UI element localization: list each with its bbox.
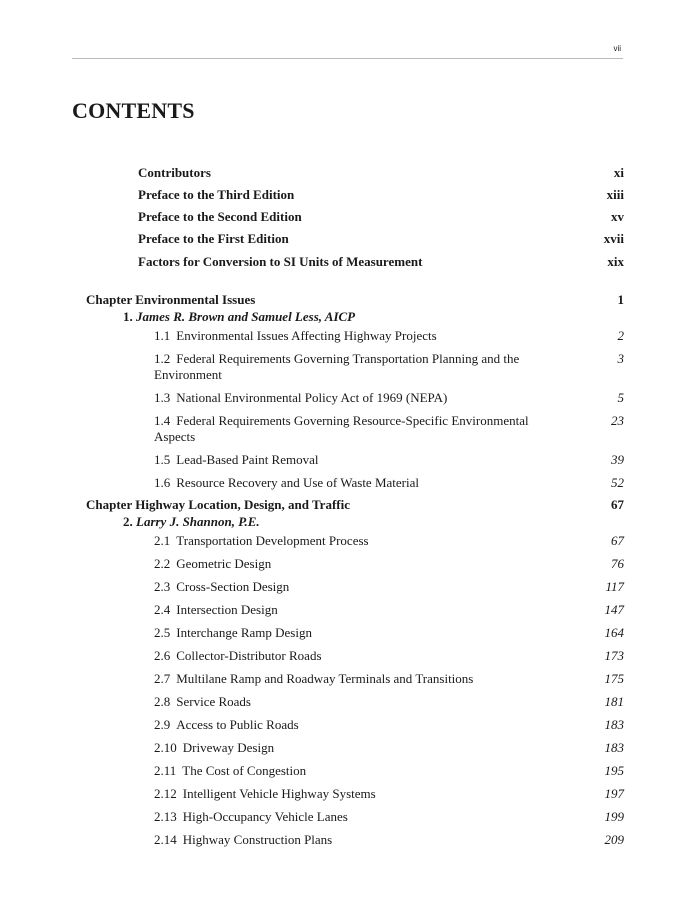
front-matter-page: xix <box>607 254 624 269</box>
section-id: 1.2 <box>154 351 171 366</box>
section-title: Multilane Ramp and Roadway Terminals and Transitions <box>176 671 474 686</box>
front-matter-item-contributors[interactable] <box>138 165 624 187</box>
section-text <box>154 694 554 710</box>
section-title: Intersection Design <box>176 602 278 617</box>
front-matter-page: xv <box>611 209 624 224</box>
section-text <box>154 786 554 802</box>
section-title: High-Occupancy Vehicle Lanes <box>182 809 348 824</box>
section-title: Transportation Development Process <box>176 533 369 548</box>
section-text <box>154 602 554 618</box>
section-id: 2.11 <box>154 763 177 778</box>
front-matter-label: Contributors <box>138 165 211 180</box>
front-matter-label: Preface to the Third Edition <box>138 187 295 202</box>
chapter-2 <box>86 497 624 855</box>
section-list <box>86 328 624 491</box>
section-text <box>154 351 554 383</box>
chapter-prefix: Chapter <box>86 292 132 307</box>
section-page: 147 <box>604 602 624 617</box>
front-matter-item-preface-third[interactable] <box>138 187 624 209</box>
section-entry[interactable] <box>86 533 624 549</box>
section-title: Environmental Issues Affecting Highway Projects <box>176 328 437 343</box>
section-page: 5 <box>617 390 624 405</box>
section-text <box>154 390 554 406</box>
section-id: 2.8 <box>154 694 171 709</box>
section-entry[interactable] <box>86 351 624 383</box>
section-text <box>154 809 554 825</box>
section-id: 1.3 <box>154 390 171 405</box>
section-entry[interactable] <box>86 328 624 344</box>
section-title: Collector-Distributor Roads <box>176 648 322 663</box>
section-entry[interactable] <box>86 763 624 779</box>
section-title: Cross-Section Design <box>176 579 290 594</box>
section-id: 1.1 <box>154 328 171 343</box>
section-entry[interactable] <box>86 579 624 595</box>
section-title: Resource Recovery and Use of Waste Material <box>176 475 419 490</box>
section-page: 197 <box>604 786 624 801</box>
front-matter-label: Factors for Conversion to SI Units of Measurement <box>138 254 423 269</box>
section-page: 181 <box>604 694 624 709</box>
front-matter-page: xvii <box>603 231 624 246</box>
chapter-prefix: Chapter <box>86 497 132 512</box>
section-entry[interactable] <box>86 602 624 618</box>
chapter-1 <box>86 292 624 498</box>
front-matter-item-preface-second[interactable] <box>138 209 624 231</box>
chapter-author: Larry J. Shannon, P.E. <box>136 514 260 529</box>
section-text <box>154 556 554 572</box>
section-text <box>154 832 554 848</box>
chapter-page: 1 <box>617 292 624 307</box>
section-title: The Cost of Congestion <box>182 763 307 778</box>
section-text <box>154 413 554 445</box>
section-list <box>86 533 624 848</box>
section-entry[interactable] <box>86 452 624 468</box>
section-entry[interactable] <box>86 832 624 848</box>
section-text <box>154 671 554 687</box>
front-matter-label: Preface to the Second Edition <box>138 209 302 224</box>
section-id: 2.10 <box>154 740 177 755</box>
section-entry[interactable] <box>86 390 624 406</box>
section-page: 173 <box>604 648 624 663</box>
chapter-title: Environmental Issues <box>135 292 256 307</box>
section-page: 195 <box>604 763 624 778</box>
section-id: 1.4 <box>154 413 171 428</box>
section-page: 2 <box>617 328 624 343</box>
section-text <box>154 763 554 779</box>
section-text <box>154 648 554 664</box>
section-text <box>154 452 554 468</box>
section-id: 2.14 <box>154 832 177 847</box>
page-title: CONTENTS <box>72 98 195 123</box>
front-matter-label: Preface to the First Edition <box>138 231 289 246</box>
page-number: vii <box>613 44 621 53</box>
section-id: 2.1 <box>154 533 171 548</box>
section-entry[interactable] <box>86 648 624 664</box>
chapter-page: 67 <box>611 497 624 512</box>
section-title: Intelligent Vehicle Highway Systems <box>182 786 376 801</box>
section-title: Access to Public Roads <box>176 717 299 732</box>
section-title: Federal Requirements Governing Transportation Planning and the Environment <box>154 351 520 382</box>
section-id: 2.3 <box>154 579 171 594</box>
section-entry[interactable] <box>86 413 624 445</box>
section-entry[interactable] <box>86 740 624 756</box>
section-text <box>154 533 554 549</box>
section-page: 76 <box>611 556 624 571</box>
section-page: 67 <box>611 533 624 548</box>
front-matter-item-preface-first[interactable] <box>138 231 624 254</box>
section-page: 117 <box>605 579 624 594</box>
section-title: Driveway Design <box>182 740 275 755</box>
chapter-heading-text <box>86 292 255 308</box>
section-title: Highway Construction Plans <box>182 832 333 847</box>
section-page: 52 <box>611 475 624 490</box>
section-entry[interactable] <box>86 671 624 687</box>
chapter-author-line <box>86 514 624 530</box>
section-id: 2.12 <box>154 786 177 801</box>
section-page: 23 <box>611 413 624 428</box>
section-text <box>154 579 554 595</box>
section-text <box>154 475 554 491</box>
section-title: Federal Requirements Governing Resource-Specific Environmental Aspects <box>154 413 529 444</box>
section-title: National Environmental Policy Act of 1969 (NEPA) <box>176 390 448 405</box>
section-id: 2.6 <box>154 648 171 663</box>
section-id: 2.4 <box>154 602 171 617</box>
section-entry[interactable] <box>86 786 624 802</box>
section-page: 183 <box>604 740 624 755</box>
chapter-number: 1. <box>123 309 133 324</box>
section-id: 1.5 <box>154 452 171 467</box>
section-entry[interactable] <box>86 556 624 572</box>
front-matter-item-si-conversion[interactable] <box>138 254 624 276</box>
section-page: 183 <box>604 717 624 732</box>
section-text <box>154 625 554 641</box>
section-entry[interactable] <box>86 809 624 825</box>
chapter-author: James R. Brown and Samuel Less, AICP <box>136 309 356 324</box>
section-title: Service Roads <box>176 694 251 709</box>
section-entry[interactable] <box>86 475 624 491</box>
chapter-author-line <box>86 309 624 325</box>
chapter-heading-text <box>86 497 350 513</box>
section-entry[interactable] <box>86 694 624 710</box>
section-id: 2.2 <box>154 556 171 571</box>
section-id: 2.5 <box>154 625 171 640</box>
front-matter-page: xi <box>613 165 624 180</box>
section-page: 3 <box>617 351 624 366</box>
section-title: Interchange Ramp Design <box>176 625 312 640</box>
section-page: 209 <box>604 832 624 847</box>
section-page: 199 <box>604 809 624 824</box>
section-title: Lead-Based Paint Removal <box>176 452 319 467</box>
section-page: 39 <box>611 452 624 467</box>
section-text <box>154 328 554 344</box>
section-text <box>154 717 554 733</box>
section-page: 164 <box>604 625 624 640</box>
chapter-heading[interactable] <box>86 497 624 513</box>
chapter-title: Highway Location, Design, and Traffic <box>135 497 350 512</box>
section-id: 1.6 <box>154 475 171 490</box>
section-title: Geometric Design <box>176 556 272 571</box>
section-text <box>154 740 554 756</box>
header-rule <box>72 58 623 59</box>
front-matter-list <box>138 165 624 276</box>
section-id: 2.13 <box>154 809 177 824</box>
chapter-number: 2. <box>123 514 133 529</box>
section-id: 2.7 <box>154 671 171 686</box>
section-id: 2.9 <box>154 717 171 732</box>
section-page: 175 <box>604 671 624 686</box>
section-entry[interactable] <box>86 625 624 641</box>
front-matter-page: xiii <box>606 187 624 202</box>
section-entry[interactable] <box>86 717 624 733</box>
chapter-heading[interactable] <box>86 292 624 308</box>
